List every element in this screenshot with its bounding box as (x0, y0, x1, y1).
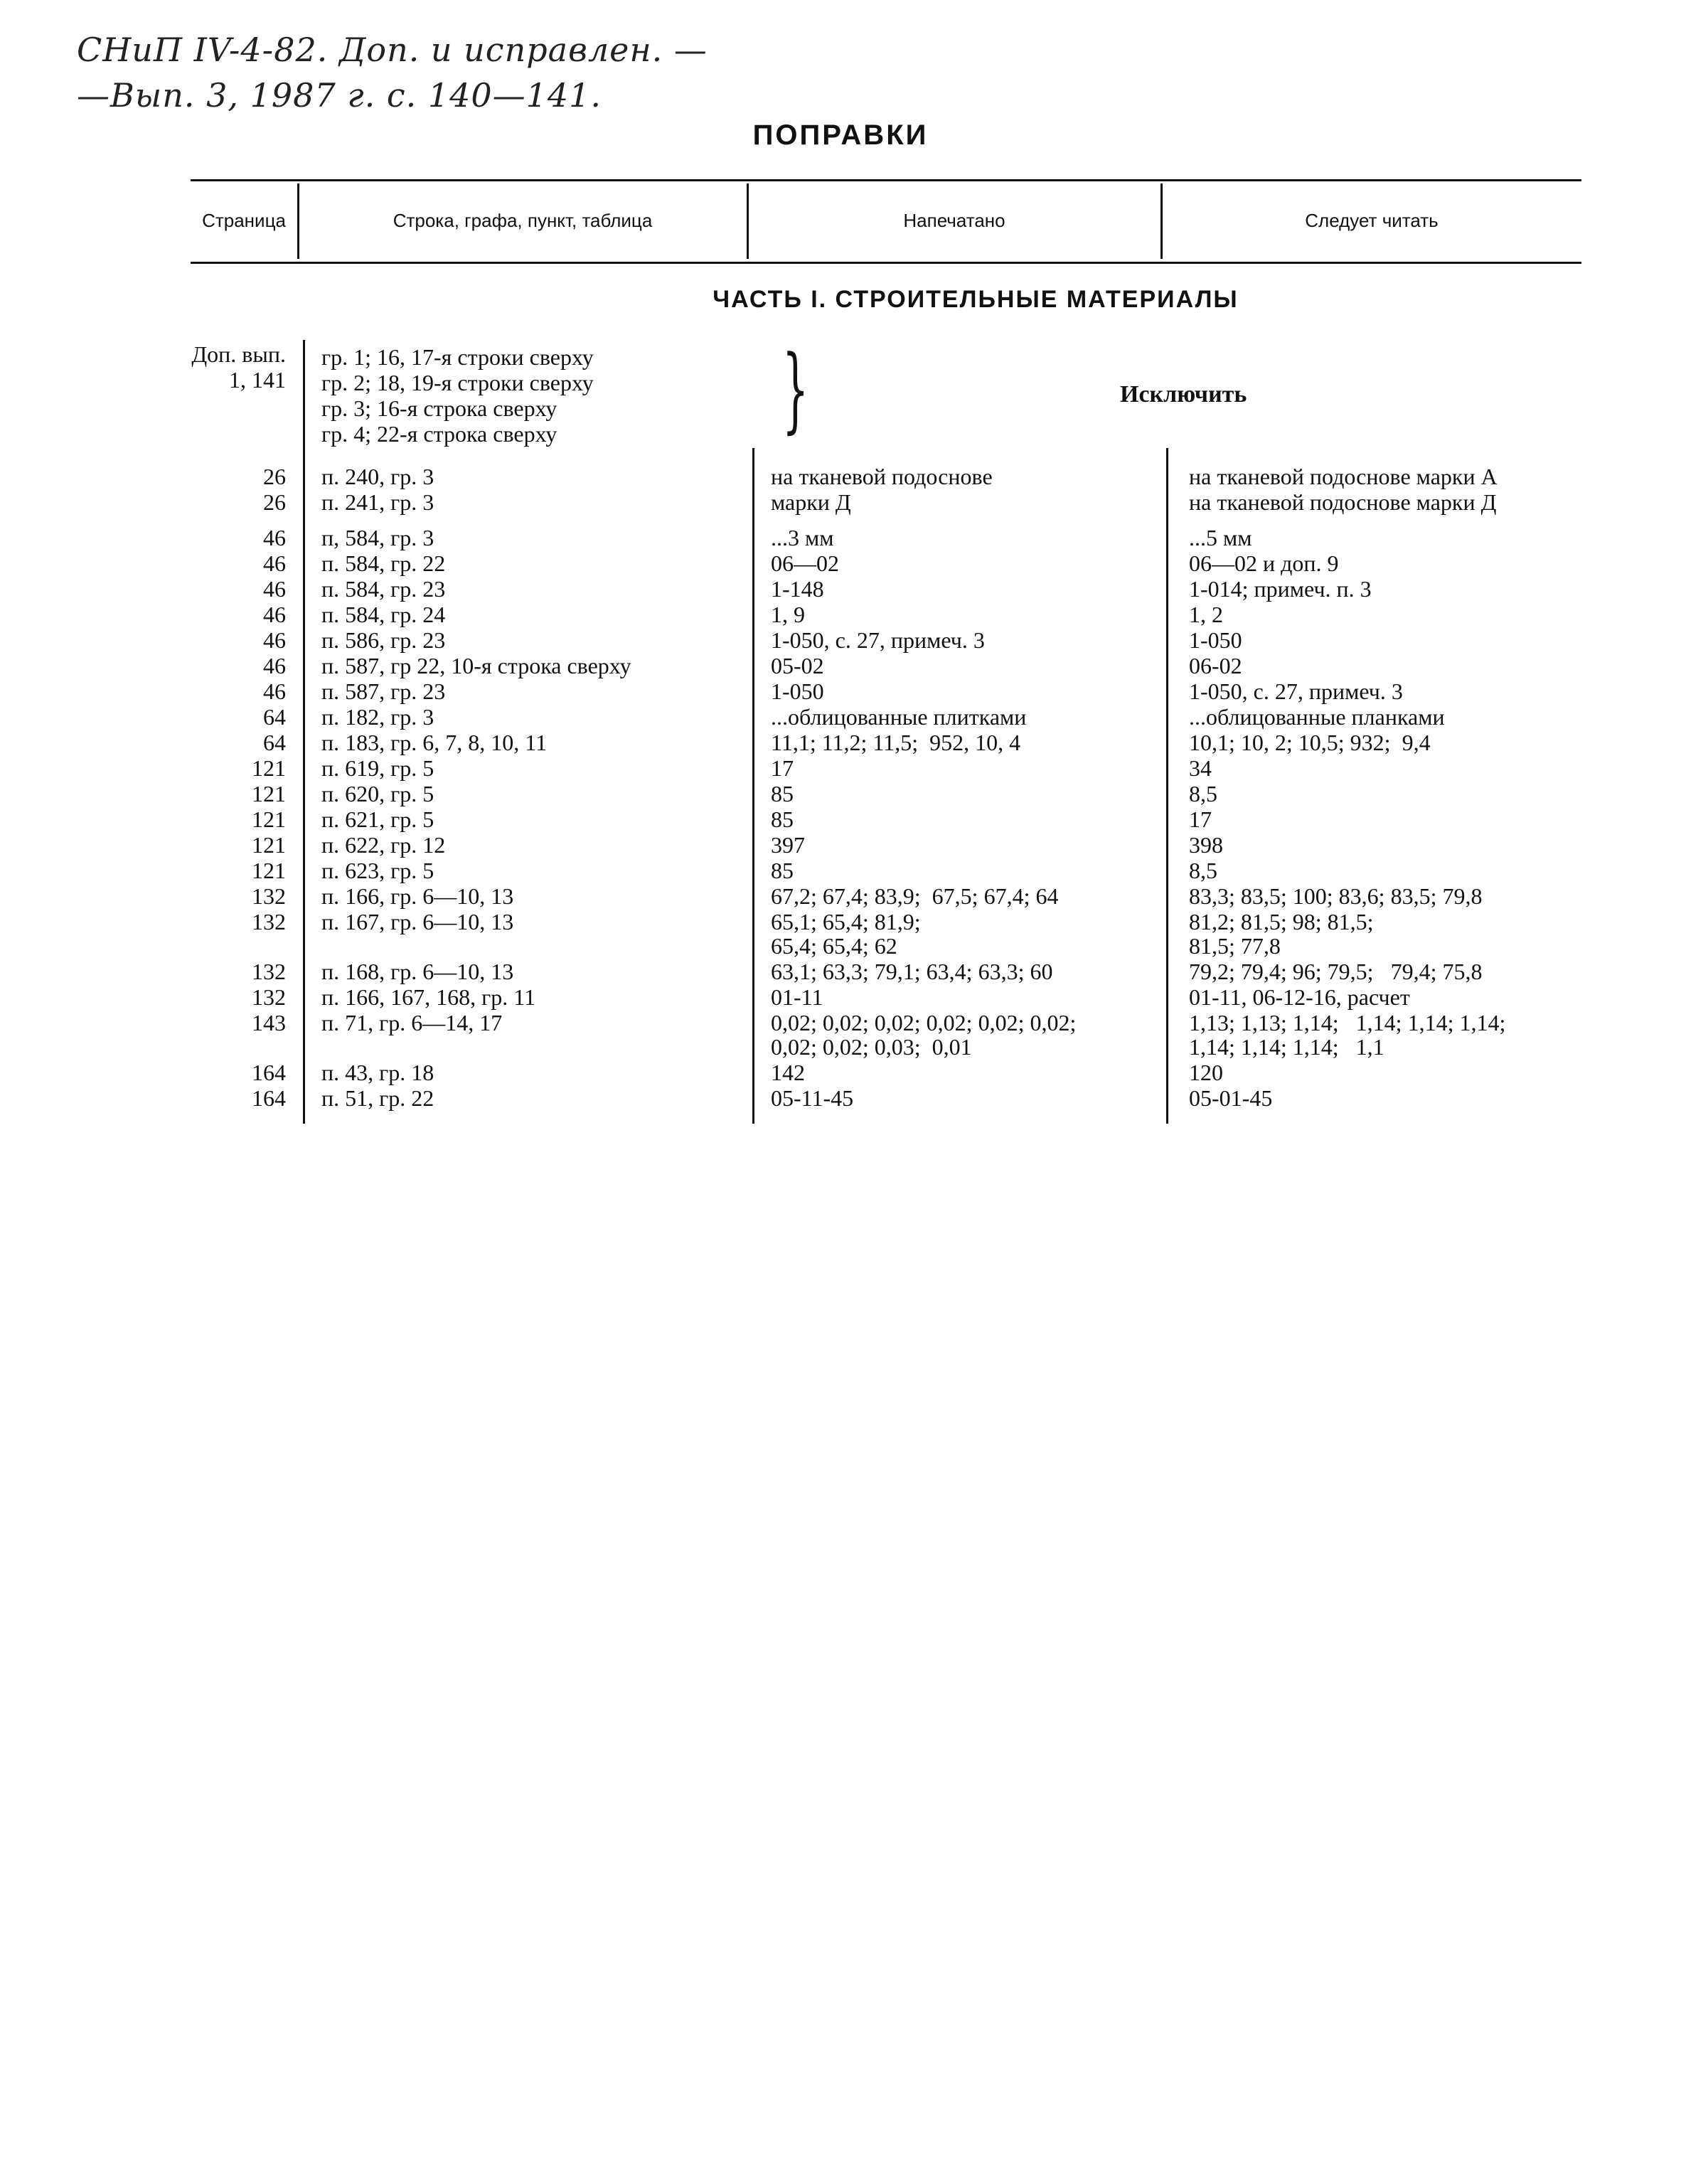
row-correct: 10,1; 10, 2; 10,5; 932; 9,4 (1189, 730, 1431, 755)
row-reference: п. 166, гр. 6—10, 13 (321, 883, 514, 909)
row-page: 26 (263, 489, 286, 515)
header-page: Страница (202, 209, 286, 231)
row-correct: 34 (1189, 755, 1212, 781)
exclude-ref-1: гр. 1; 16, 17-я строки сверху (321, 344, 594, 370)
row-reference: п. 43, гр. 18 (321, 1060, 434, 1085)
handwritten-note (77, 27, 708, 118)
row-printed: 1-148 (771, 576, 824, 602)
row-printed: 85 (771, 781, 794, 806)
exclude-label: Исключить (1120, 381, 1247, 407)
row-page: 121 (252, 832, 286, 858)
page-title: ПОПРАВКИ (752, 119, 929, 151)
row-reference: п. 584, гр. 23 (321, 576, 446, 602)
handwritten-note-line-2: —Вып. 3, 1987 г. с. 140—141. (77, 76, 602, 114)
row-reference: п. 623, гр. 5 (321, 858, 434, 883)
row-correct: 8,5 (1189, 858, 1217, 883)
row-printed: ...облицованные плитками (771, 704, 1027, 730)
row-printed: 397 (771, 832, 805, 858)
right-brace-icon: } (782, 335, 809, 443)
row-page: 46 (263, 678, 286, 704)
row-page: 46 (263, 627, 286, 653)
row-correct: 83,3; 83,5; 100; 83,6; 83,5; 79,8 (1189, 883, 1483, 909)
row-printed: 05-02 (771, 653, 824, 678)
row-correct: 06—02 и доп. 9 (1189, 550, 1339, 576)
row-printed: 0,02; 0,02; 0,03; 0,01 (771, 1034, 972, 1060)
row-reference: п. 584, гр. 22 (321, 550, 446, 576)
row-correct: 398 (1189, 832, 1223, 858)
header-divider-3 (1160, 183, 1163, 259)
row-correct: на тканевой подоснове марки А (1189, 464, 1498, 489)
row-correct: 1-050 (1189, 627, 1242, 653)
row-correct: ...5 мм (1189, 525, 1252, 550)
row-page: 164 (252, 1085, 286, 1111)
row-correct: 1,13; 1,13; 1,14; 1,14; 1,14; 1,14; (1189, 1010, 1506, 1035)
row-page: 121 (252, 858, 286, 883)
row-correct: 1-014; примеч. п. 3 (1189, 576, 1372, 602)
row-correct: 01-11, 06-12-16, расчет (1189, 984, 1410, 1010)
row-printed: марки Д (771, 489, 851, 515)
row-reference: п. 587, гр 22, 10-я строка сверху (321, 653, 631, 678)
body-divider-1 (303, 340, 305, 1124)
row-correct: 79,2; 79,4; 96; 79,5; 79,4; 75,8 (1189, 959, 1483, 984)
row-printed: 67,2; 67,4; 83,9; 67,5; 67,4; 64 (771, 883, 1059, 909)
row-printed: 65,4; 65,4; 62 (771, 933, 897, 959)
row-correct: 8,5 (1189, 781, 1217, 806)
row-correct: 81,5; 77,8 (1189, 933, 1281, 959)
row-printed: 1-050, с. 27, примеч. 3 (771, 627, 985, 653)
row-reference: п. 584, гр. 24 (321, 602, 446, 627)
row-reference: п. 622, гр. 12 (321, 832, 446, 858)
row-printed: на тканевой подоснове (771, 464, 993, 489)
header-divider-2 (747, 183, 749, 259)
row-page: 121 (252, 781, 286, 806)
row-page: 121 (252, 755, 286, 781)
row-page: 143 (252, 1010, 286, 1035)
row-reference: п, 584, гр. 3 (321, 525, 434, 550)
row-reference: п. 51, гр. 22 (321, 1085, 434, 1111)
row-correct: 17 (1189, 806, 1212, 832)
row-printed: 06—02 (771, 550, 839, 576)
row-printed: 11,1; 11,2; 11,5; 952, 10, 4 (771, 730, 1021, 755)
row-printed: 1, 9 (771, 602, 805, 627)
row-page: 46 (263, 525, 286, 550)
row-reference: п. 166, 167, 168, гр. 11 (321, 984, 536, 1010)
row-printed: 65,1; 65,4; 81,9; (771, 909, 921, 934)
row-correct: на тканевой подоснове марки Д (1189, 489, 1497, 515)
row-reference: п. 71, гр. 6—14, 17 (321, 1010, 503, 1035)
header-divider-1 (297, 183, 299, 259)
row-printed: 17 (771, 755, 794, 781)
row-page: 121 (252, 806, 286, 832)
row-reference: п. 183, гр. 6, 7, 8, 10, 11 (321, 730, 548, 755)
header-printed: Напечатано (903, 209, 1005, 231)
row-printed: 85 (771, 806, 794, 832)
row-correct: 1, 2 (1189, 602, 1223, 627)
exclude-ref-4: гр. 4; 22-я строка сверху (321, 421, 557, 447)
row-reference: п. 620, гр. 5 (321, 781, 434, 806)
row-printed: 85 (771, 858, 794, 883)
row-printed: 63,1; 63,3; 79,1; 63,4; 63,3; 60 (771, 959, 1053, 984)
exclude-page-line-1: Доп. вып. (191, 341, 286, 367)
header-correct: Следует читать (1305, 209, 1439, 231)
row-reference: п. 621, гр. 5 (321, 806, 434, 832)
row-printed: 01-11 (771, 984, 823, 1010)
row-correct: 1-050, с. 27, примеч. 3 (1189, 678, 1403, 704)
row-printed: 142 (771, 1060, 805, 1085)
handwritten-note-line-1: СНиП IV-4-82. Доп. и исправлен. — (77, 31, 708, 69)
row-page: 164 (252, 1060, 286, 1085)
table-header-bottom-rule (191, 262, 1581, 264)
row-printed: ...3 мм (771, 525, 834, 550)
row-reference: п. 240, гр. 3 (321, 464, 434, 489)
row-reference: п. 241, гр. 3 (321, 489, 434, 515)
row-page: 64 (263, 730, 286, 755)
section-title: ЧАСТЬ I. СТРОИТЕЛЬНЫЕ МАТЕРИАЛЫ (713, 286, 1239, 313)
row-reference: п. 586, гр. 23 (321, 627, 446, 653)
row-page: 26 (263, 464, 286, 489)
row-correct: 06-02 (1189, 653, 1242, 678)
row-reference: п. 587, гр. 23 (321, 678, 446, 704)
row-printed: 1-050 (771, 678, 824, 704)
row-page: 46 (263, 576, 286, 602)
row-correct: 1,14; 1,14; 1,14; 1,1 (1189, 1034, 1384, 1060)
row-page: 132 (252, 984, 286, 1010)
row-page: 46 (263, 550, 286, 576)
row-page: 132 (252, 909, 286, 934)
row-correct: 81,2; 81,5; 98; 81,5; (1189, 909, 1374, 934)
row-reference: п. 167, гр. 6—10, 13 (321, 909, 514, 934)
exclude-ref-3: гр. 3; 16-я строка сверху (321, 395, 557, 421)
row-printed: 0,02; 0,02; 0,02; 0,02; 0,02; 0,02; (771, 1010, 1077, 1035)
exclude-page-line-2: 1, 141 (229, 367, 286, 393)
row-printed: 05-11-45 (771, 1085, 854, 1111)
body-divider-3 (1166, 448, 1168, 1124)
body-divider-2 (752, 448, 754, 1124)
exclude-ref-2: гр. 2; 18, 19-я строки сверху (321, 370, 594, 395)
row-reference: п. 619, гр. 5 (321, 755, 434, 781)
row-page: 46 (263, 602, 286, 627)
row-page: 132 (252, 883, 286, 909)
header-reference: Строка, графа, пункт, таблица (393, 209, 653, 231)
row-reference: п. 168, гр. 6—10, 13 (321, 959, 514, 984)
row-correct: ...облицованные планками (1189, 704, 1445, 730)
row-correct: 120 (1189, 1060, 1223, 1085)
row-page: 132 (252, 959, 286, 984)
row-correct: 05-01-45 (1189, 1085, 1273, 1111)
row-reference: п. 182, гр. 3 (321, 704, 434, 730)
row-page: 64 (263, 704, 286, 730)
row-page: 46 (263, 653, 286, 678)
